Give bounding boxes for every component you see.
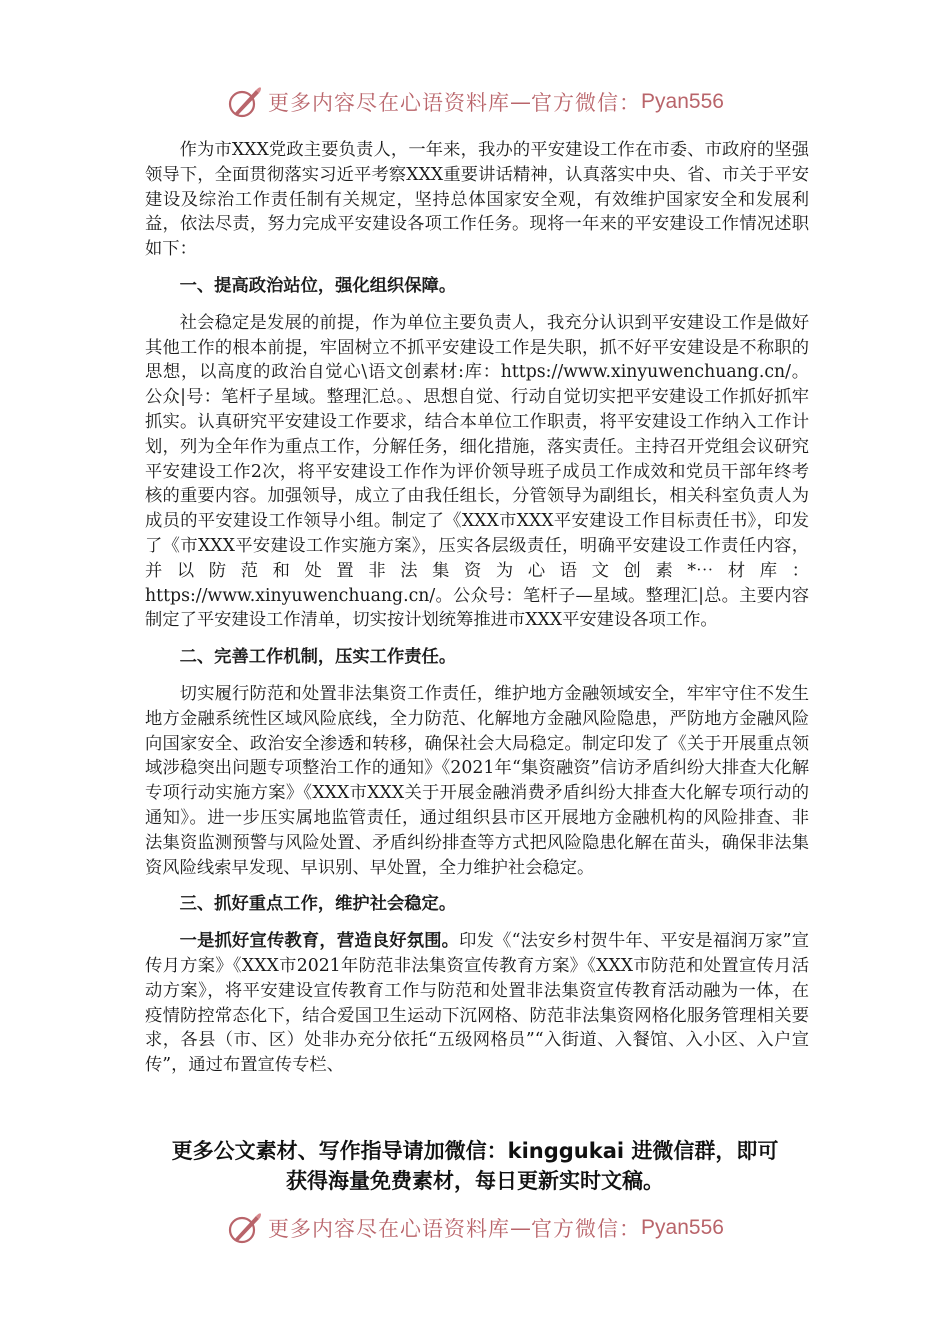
promo-line-2: 获得海量免费素材，每日更新实时文稿。 bbox=[286, 1169, 664, 1193]
quill-logo-icon bbox=[226, 84, 262, 120]
banner-suffix: 官方微信： bbox=[531, 1217, 642, 1241]
banner-wechat-id: Pyan556 bbox=[641, 1216, 724, 1239]
header-banner bbox=[0, 82, 950, 122]
banner-text: 更多内容尽在心语资料库 bbox=[268, 91, 511, 115]
banner-suffix: 官方微信： bbox=[531, 91, 642, 115]
banner-text: 更多内容尽在心语资料库 bbox=[268, 1217, 511, 1241]
section-paragraph-1: 社会稳定是发展的前提，作为单位主要负责人，我充分认识到平安建设工作是做好其他工作的根本前提，牢固树立不抓平安建设工作是失职，抓不好平安建设是不称职的思想，以高度的政治自觉心\语文创素材:库：https://www.xinyuwenchuang.cn/。公众|号：笔杆子星域。整理汇总。、思想自觉、行动自觉切实把平安建设工作抓好抓牢抓实。认真研究平安建设工作要求，结合本单位工作职责，将平安建设工作纳入工作计划，列为全年作为重点工作，分解任务，细化措施，落实责任。主持召开党组会议研究平安建设工作2次，将平安建设工作作为评价领导班子成员工作成效和党员干部年终考核的重要内容。加强领导，成立了由我任组长，分管领导为副组长，相关科室负责人为成员的平安建设工作领导小组。制定了《XXX市XXX平安建设工作目标责任书》，印发了《市XXX平安建设工作实施方案》，压实各层级责任，明确平安建设工作责任内容，并以防范和处置非法集资为心语文创素*⋯材库：https://www.xinyuwenchuang.cn/。公众号：笔杆子—星域。整理汇|总。主要内容制定了平安建设工作清单，切实按计划统筹推进市XXX平安建设各项工作。 bbox=[145, 312, 809, 631]
section-lead-3: 一是抓好宣传教育，营造良好氛围。 bbox=[179, 931, 460, 952]
footer-banner bbox=[0, 1208, 950, 1248]
section-paragraph-3 bbox=[145, 929, 809, 1078]
banner-wechat-id: Pyan556 bbox=[641, 90, 724, 113]
banner-separator: — bbox=[510, 1216, 532, 1240]
quill-logo-icon bbox=[226, 1210, 262, 1246]
section-paragraph-2: 切实履行防范和处置非法集资工作责任，维护地方金融领域安全，牢牢守住不发生地方金融系统性区域风险底线，全力防范、化解地方金融风险隐患，严防地方金融风险向国家安全、政治安全渗透和转移，确保社会大局稳定。制定印发了《关于开展重点领域涉稳突出问题专项整治工作的通知》《2021年“集资融资”信访矛盾纠纷大排查大化解专项行动实施方案》《XXX市XXX关于开展金融消费矛盾纠纷大排查大化解专项行动的通知》。进一步压实属地监管责任，通过组织县市区开展地方金融机构的风险排查、非法集资监测预警与风险处置、矛盾纠纷排查等方式把风险隐患化解在苗头，确保非法集资风险线索早发现、早识别、早处置，全力维护社会稳定。 bbox=[145, 683, 809, 878]
intro-paragraph: 作为市XXX党政主要负责人，一年来，我办的平安建设工作在市委、市政府的坚强领导下，全面贯彻落实习近平考察XXX重要讲话精神，认真落实中央、省、市关于平安建设及综治工作责任制有关规定，坚持总体国家安全观，有效维护国家安全和发展利益，依法尽责，努力完成平安建设各项工作任务。现将一年来的平安建设工作情况述职如下： bbox=[145, 140, 809, 260]
document-body bbox=[145, 138, 809, 1078]
promo-line-1: 更多公文素材、写作指导请加微信：kinggukai 进微信群，即可 bbox=[171, 1139, 779, 1163]
section-heading-3: 三、抓好重点工作，维护社会稳定。 bbox=[179, 894, 457, 915]
promo-notice bbox=[0, 1136, 950, 1196]
section-heading-1: 一、提高政治站位，强化组织保障。 bbox=[179, 275, 457, 296]
section-heading-2: 二、完善工作机制，压实工作责任。 bbox=[179, 647, 457, 668]
banner-separator: — bbox=[510, 90, 532, 114]
section-body-3: 印发《“法安乡村贺牛年、平安是福润万家”宣传月方案》《XXX市2021年防范非法集资宣传教育方案》《XXX市防范和处置宣传月活动方案》，将平安建设宣传教育工作与防范和处置非法集资宣传教育活动融为一体，在疫情防控常态化下，结合爱国卫生运动下沉网格、防范非法集资网格化服务管理相关要求，各县（市、区）处非办充分依托“五级网格员”“入街道、入餐馆、入小区、入户宣传”，通过布置宣传专栏、 bbox=[145, 931, 809, 1076]
